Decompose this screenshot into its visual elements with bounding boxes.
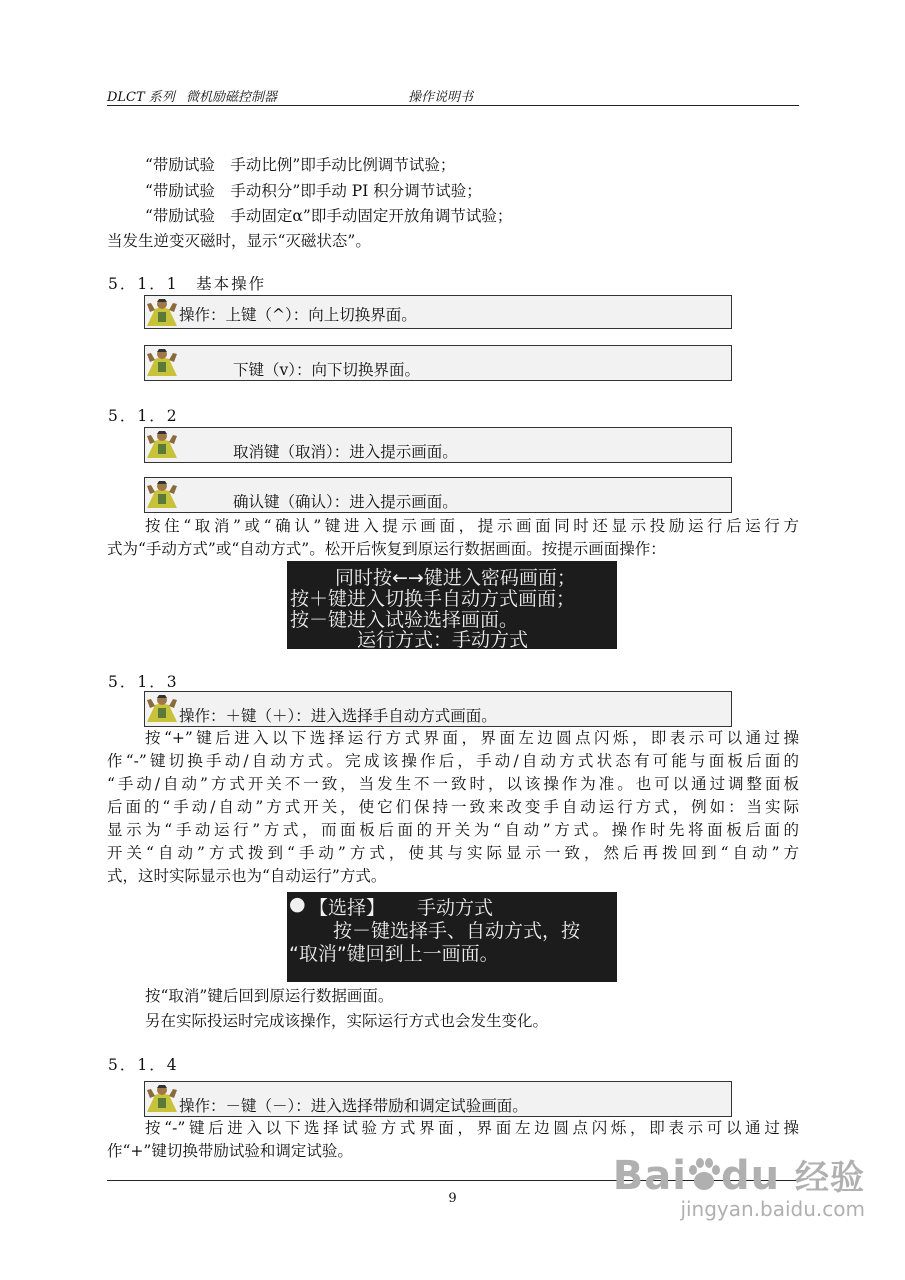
- lcd-line-1: 同时按←→键进入密码画面；: [335, 567, 576, 589]
- baidu-jingyan-watermark: [613, 1150, 865, 1221]
- op-text: 操作：上键（^）：向上切换界面。: [179, 306, 417, 324]
- intro-line-1: “带励试验 手动比例”即手动比例调节试验；: [145, 156, 456, 174]
- operator-figure-icon: [146, 479, 178, 509]
- watermark-jingyan: 经验: [795, 1158, 865, 1198]
- op-text: 确认键（确认）：进入提示画面。: [233, 493, 458, 511]
- para-line: 按“-”键后进入以下选择试验方式界面，界面左边圆点闪烁，即表示可以通过操: [145, 1119, 799, 1137]
- op-box-plus-key: [144, 691, 732, 727]
- intro-line-2: “带励试验 手动积分”即手动 PI 积分调节试验；: [145, 182, 482, 200]
- para-line: 开关“自动”方式拨到“手动”方式，使其与实际显示一致，然后再拨回到“自动”方: [107, 844, 799, 862]
- para-line: 后面的“手动/自动”方式开关，使它们保持一致来改变手自动运行方式，例如：当实际: [107, 798, 799, 816]
- operator-figure-icon: [146, 693, 178, 723]
- section-5-1-2-paragraph: [107, 515, 799, 561]
- section-5-1-3-paragraph: [107, 727, 799, 888]
- para-line: 按住“取消”或“确认”键进入提示画面，提示画面同时还显示投励运行后运行方: [145, 517, 799, 535]
- after-line-2: 另在实际投运时完成该操作，实际运行方式也会发生变化。: [145, 1012, 549, 1030]
- para-line: 按“+”键后进入以下选择运行方式界面，界面左边圆点闪烁，即表示可以通过操: [145, 729, 799, 747]
- operator-figure-icon: [146, 1083, 178, 1113]
- intro-line-4: 当发生逆变灭磁时，显示“灭磁状态”。: [107, 232, 371, 250]
- after-line-1: 按“取消”键后回到原运行数据画面。: [145, 987, 394, 1005]
- op-box-up-key: [144, 295, 732, 329]
- page-number: 9: [448, 1191, 457, 1206]
- op-text: 取消键（取消）：进入提示画面。: [233, 443, 458, 461]
- paw-icon: [687, 1157, 721, 1193]
- op-text: 操作：＋键（＋）：进入选择手自动方式画面。: [179, 707, 497, 725]
- operator-figure-icon: [146, 347, 178, 377]
- lcd-line-4: 运行方式：手动方式: [357, 629, 529, 649]
- lcd-line-2: 按－键选择手、自动方式，按: [333, 920, 581, 942]
- intro-line-3: “带励试验 手动固定α”即手动固定开放角调节试验；: [145, 207, 513, 225]
- operator-figure-icon: [146, 297, 178, 327]
- lcd-line-3: “取消”键回到上一画面。: [289, 943, 499, 965]
- header-product: 微机励磁控制器: [186, 90, 278, 105]
- para-line: 作“-”键切换手动/自动方式。完成该操作后，手动/自动方式状态有可能与面板后面的: [107, 752, 799, 770]
- op-box-confirm-key: [144, 477, 732, 513]
- para-line: 式，这时实际显示也为“自动运行”方式。: [107, 867, 387, 885]
- para-line: 式为“手动方式”或“自动方式”。松开后恢复到原运行数据画面。按提示画面操作：: [107, 540, 666, 558]
- watermark-brand: Bai: [612, 1153, 687, 1199]
- lcd-prompt-screen: [287, 561, 617, 649]
- header-series: DLCT 系列: [107, 90, 175, 105]
- lcd-select-tag: 【选择】: [309, 897, 386, 919]
- header-doc-title: 操作说明书: [408, 90, 474, 105]
- section-5-1-2-heading: 5．1．2: [108, 407, 179, 425]
- lcd-mode-value: 手动方式: [417, 897, 494, 919]
- lcd-blink-dot: ●: [289, 893, 306, 915]
- op-box-cancel-key: [144, 427, 732, 463]
- lcd-mode-select-screen: [287, 892, 617, 982]
- para-line: 显示为“手动运行”方式，而面板后面的开关为“自动”方式。操作时先将面板后面的: [107, 821, 799, 839]
- lcd-line-3: 按－键进入试验选择画面。: [290, 609, 519, 631]
- operator-figure-icon: [146, 429, 178, 459]
- section-5-1-3-heading: 5．1．3: [108, 673, 179, 691]
- watermark-url: jingyan.baidu.com: [680, 1197, 865, 1221]
- header-rule: [107, 105, 799, 106]
- op-box-down-key: [144, 345, 732, 381]
- section-5-1-1-heading: 5．1．1 基本操作: [108, 275, 267, 293]
- watermark-brand-2: du: [720, 1153, 781, 1199]
- op-text: 下键（v）：向下切换界面。: [233, 361, 421, 379]
- section-5-1-4-heading: 5．1．4: [108, 1056, 179, 1074]
- para-line: 作“+”键切换带励试验和调定试验。: [107, 1142, 353, 1160]
- lcd-line-2: 按＋键进入切换手自动方式画面；: [290, 588, 576, 610]
- op-text: 操作：－键（－）：进入选择带励和调定试验画面。: [179, 1097, 528, 1115]
- op-box-minus-key: [144, 1081, 732, 1117]
- para-line: “手动/自动”方式开关不一致，当发生不一致时，以该操作为准。也可以通过调整面板: [107, 775, 799, 793]
